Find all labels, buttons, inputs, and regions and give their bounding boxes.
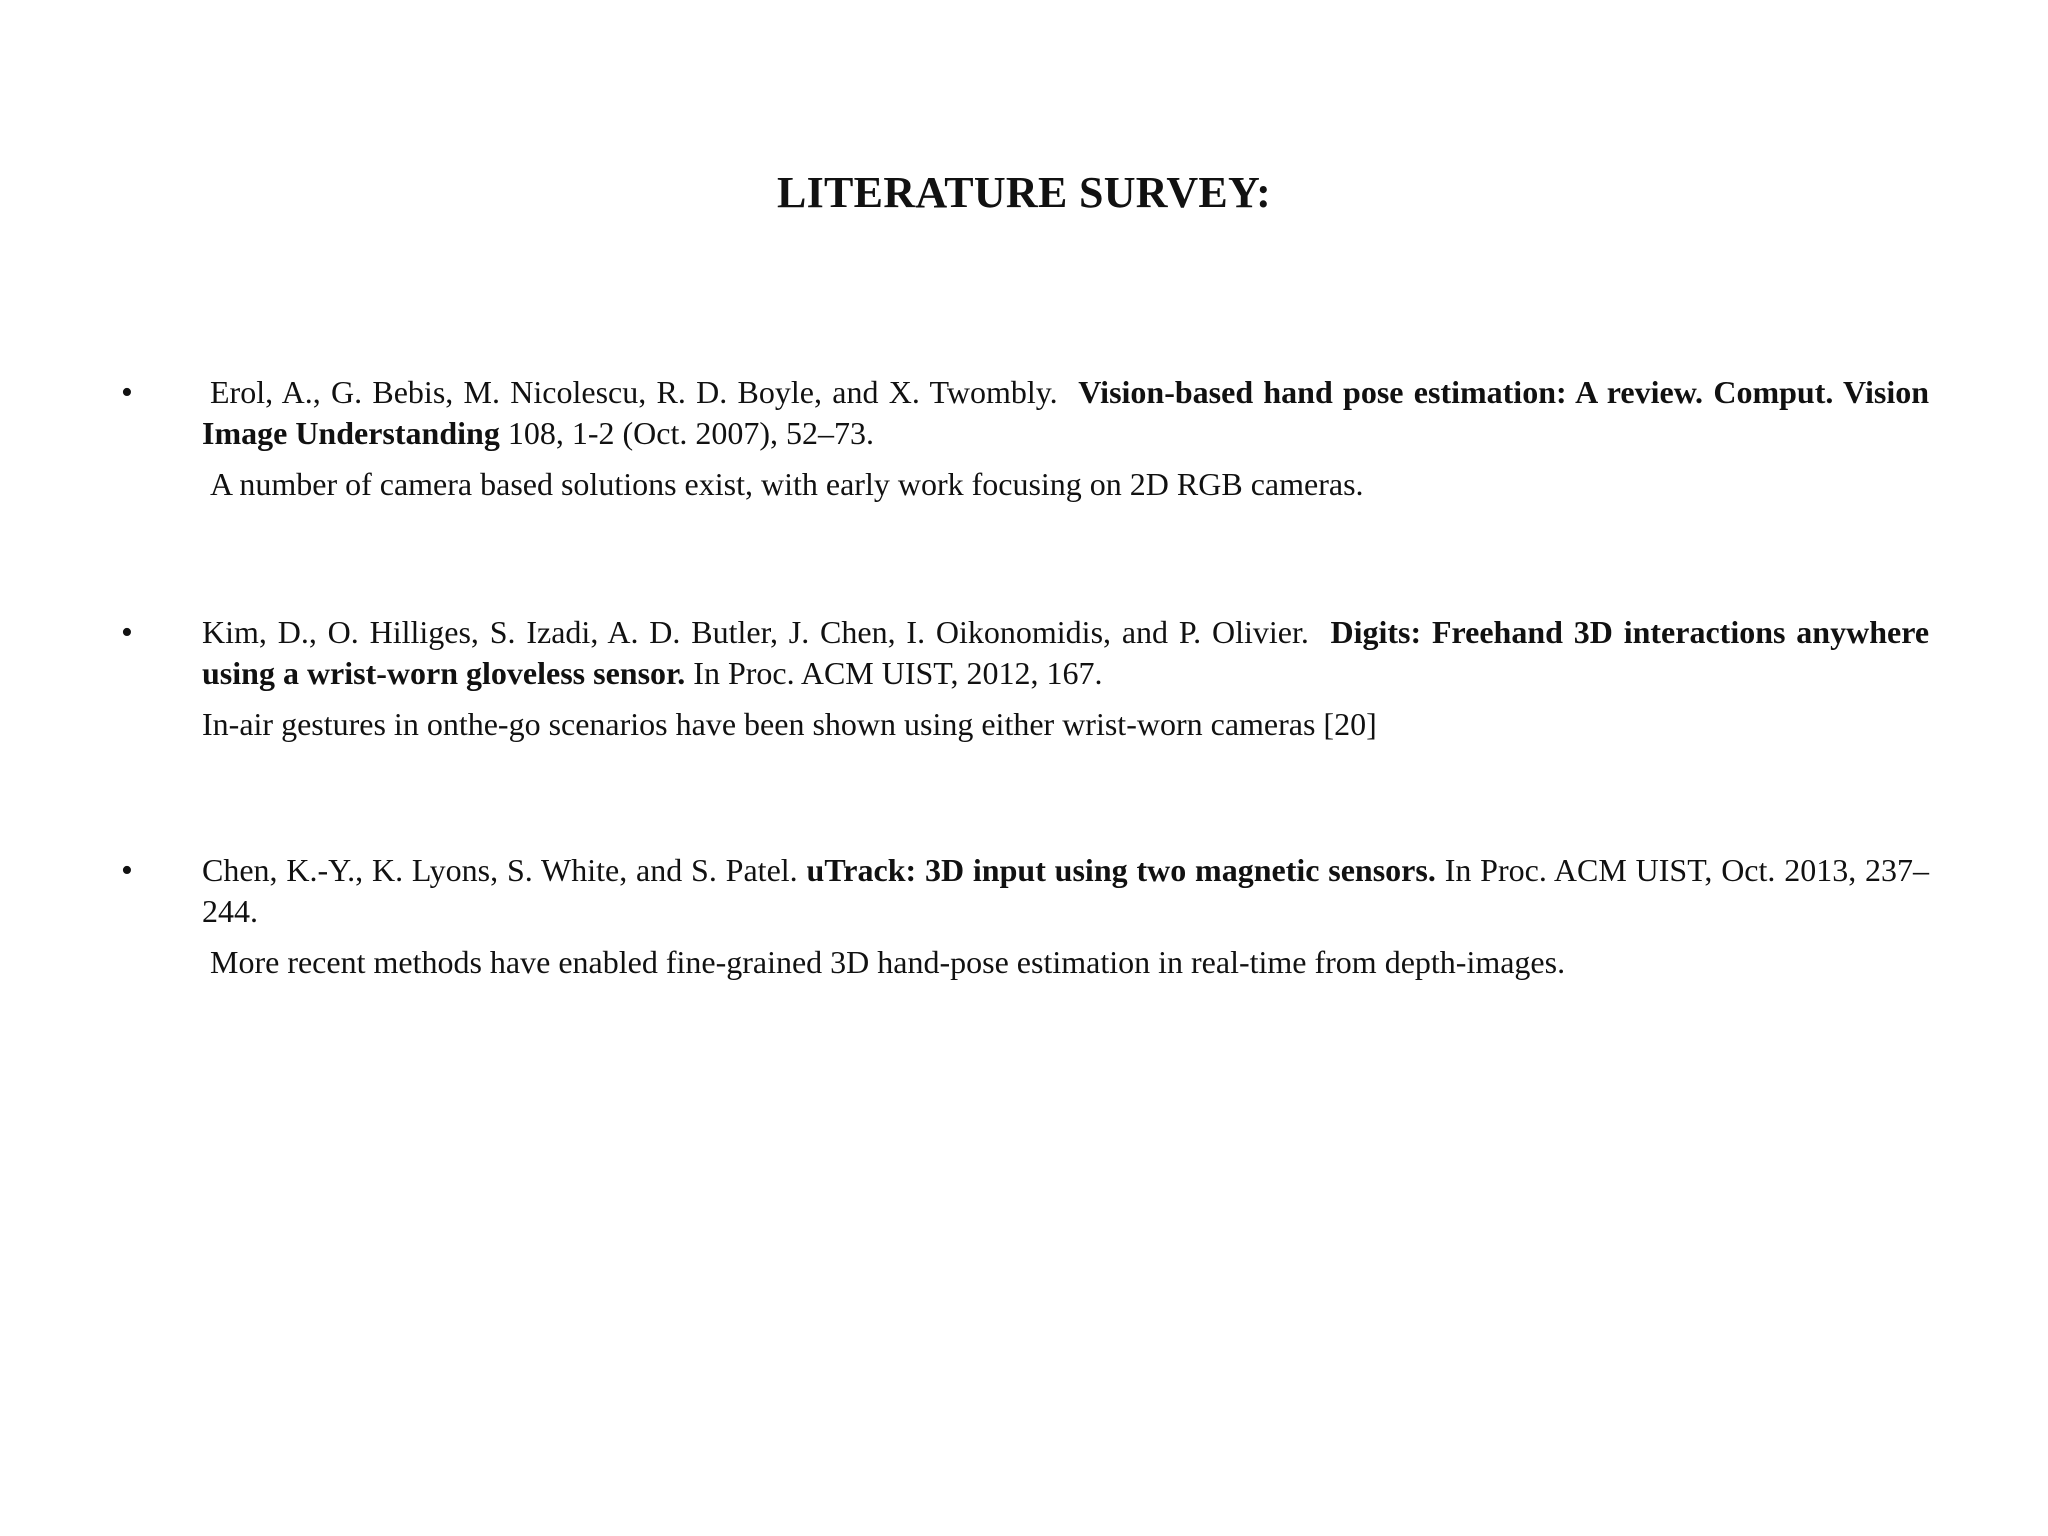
citation [202, 850, 1929, 932]
citation-note: A number of camera based solutions exist, with early work focusing on 2D RGB cameras. [210, 466, 1364, 502]
citation-details: In Proc. ACM UIST, Oct. 2013, 237–244. [202, 852, 1930, 929]
citation-authors: Kim, D., O. Hilliges, S. Izadi, A. D. Butler, J. Chen, I. Oikonomidis, and P. Olivier. [202, 614, 1309, 650]
citation-title: Digits: Freehand 3D interactions anywhere using a wrist-worn gloveless sensor. [202, 614, 1930, 691]
citation-note: In-air gestures in onthe-go scenarios have been shown using either wrist-worn cameras [20] [202, 706, 1377, 742]
citation-authors: Erol, A., G. Bebis, M. Nicolescu, R. D. Boyle, and X. Twombly. [210, 374, 1058, 410]
citation [202, 372, 1929, 454]
citation [202, 612, 1929, 694]
bullet-marker: • [121, 852, 133, 889]
citation-authors: Chen, K.-Y., K. Lyons, S. White, and S. Patel. [202, 852, 798, 888]
page-title: LITERATURE SURVEY: [776, 168, 1272, 217]
bullet-marker: • [121, 374, 133, 411]
citation-title: Vision-based hand pose estimation: A review. Comput. Vision Image Understanding [202, 374, 1930, 451]
citation-note: More recent methods have enabled fine-grained 3D hand-pose estimation in real-time from depth-images. [210, 944, 1566, 980]
bullet-marker: • [121, 614, 133, 651]
citation-details: 108, 1-2 (Oct. 2007), 52–73. [507, 415, 874, 451]
citation-details: In Proc. ACM UIST, 2012, 167. [693, 655, 1103, 691]
citation-title: uTrack: 3D input using two magnetic sensors. [806, 852, 1436, 888]
